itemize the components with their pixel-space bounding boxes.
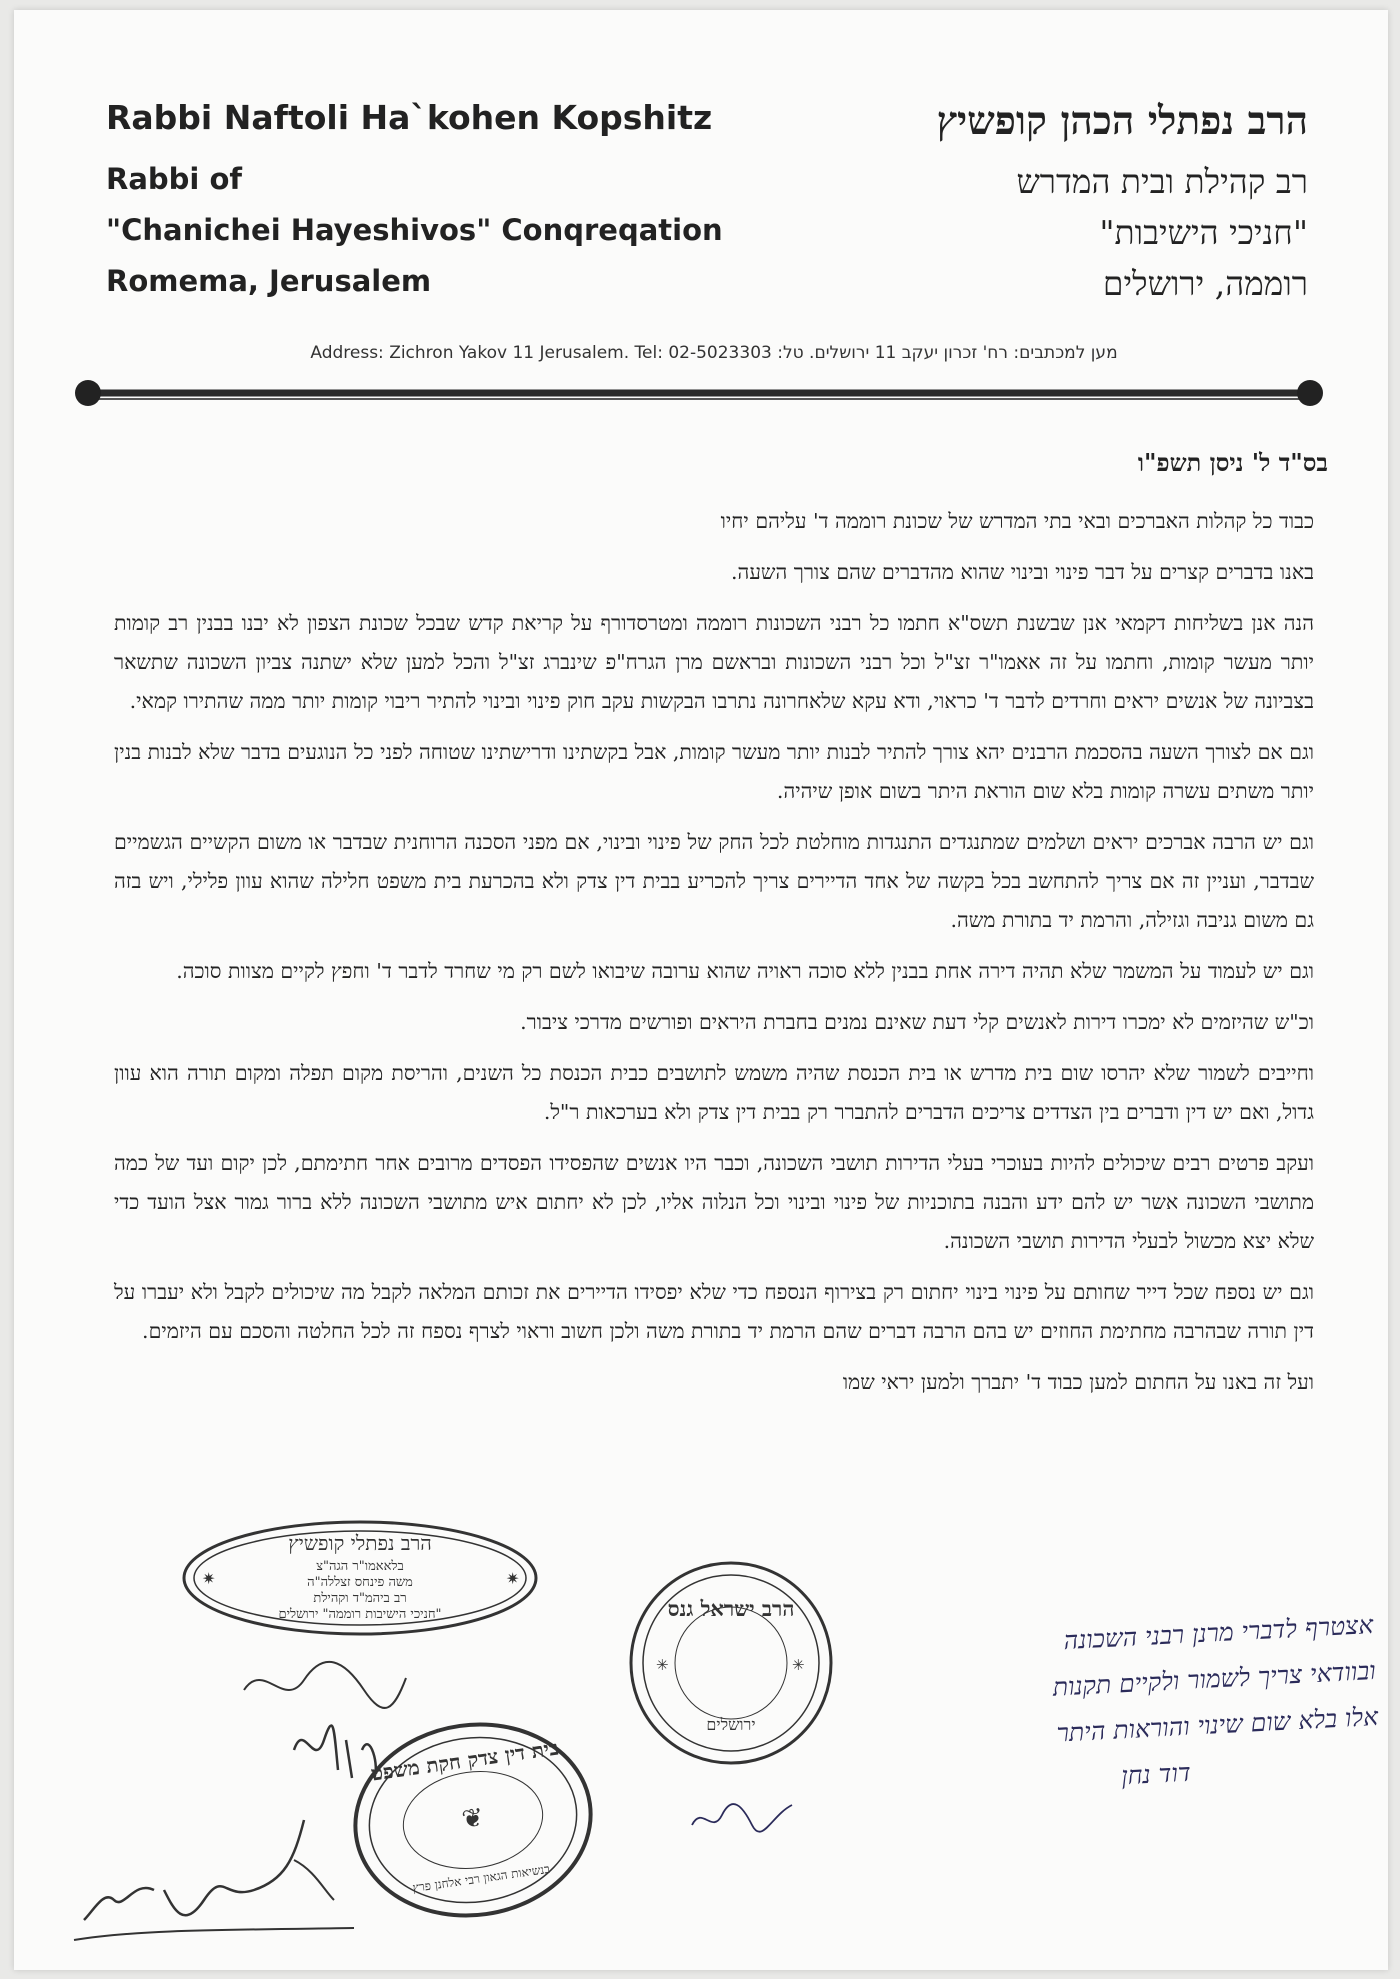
paragraph: וחייבים לשמור שלא יהרסו שום בית מדרש או בית הכנסת שהיה משמש לתושבים כבית הכנסת כל השנים, והריסת מקום תפלה ומקום תורה הוא עוון גדול, ואם יש דין ודברים בין הצדדים צריכים הדברים להתברר רק בבית דין צדק ולא בערכאות ר"ל.	[114, 1061, 1314, 1124]
handwritten-line: אצטרף לדברי מרנן רבני השכונה	[1062, 1609, 1374, 1656]
letterhead-english-title: Rabbi of	[106, 162, 242, 196]
stamp-rabbi-line4: רב ביהמ"ד וקהילת	[313, 1591, 407, 1606]
handwritten-signature: דוד נחן	[1120, 1757, 1192, 1791]
paragraph: וגם יש הרבה אברכים יראים ושלמים שמתנגדים התנגדות מוחלטת לכל החק של פינוי ובינוי, אם מפני הסכנה הרוחנית שבדבר או משום הקשיים הגשמיים שבדבר, ועניין זה אם צריך להתחשב בכל בקשה של אחד הדיירים צריך להכריע בבית דין צדק ולא בהכרעת בית משפט חלילה שהוא עוון פלילי, ויש בזה גם משום גניבה וגזילה, והרמת יד בתורת משה.	[114, 830, 1314, 932]
handwritten-endorsement	[853, 1602, 1382, 1813]
stamp-beit-din-title: בית דין צדק חקת משפט	[369, 1735, 561, 1786]
stamp-star-icon: ✳	[656, 1658, 669, 1674]
letterhead-address: Address: Zichron Yakov 11 Jerusalem. Tel: 02-5023303 :מען למכתבים: רח' זכרון יעקב 11 ירושלים. טל	[310, 343, 1118, 363]
rabbi-oval-stamp	[180, 1518, 540, 1638]
stamp-star-icon: ✳	[792, 1658, 805, 1674]
letterhead-divider	[74, 378, 1324, 408]
paragraph: ועקב פרטים רבים שיכולים להיות בעוכרי בעלי הדירות תושבי השכונה, וכבר היו אנשים שהפסידו הפסדים מרובים אחר חתימתם, לכן יקום ועד של כמה מתושבי השכונה אשר יש להם ידע והבנה בתוכניות של פינוי ובינוי וכל הנלוה אליו, לכן לא יחתום איש מתושבי השכונה ללא ברור גמור אצל הועד כדי שלא יצא מכשול לבעלי הדירות תושבי השכונה.	[114, 1151, 1314, 1253]
stamp-star-icon: ✷	[506, 1571, 520, 1588]
stamp-beit-din-bottom: בנשיאות הגאון רבי אלחנן פרץ	[411, 1861, 551, 1895]
letter-body	[114, 502, 1314, 1414]
letterhead-english-city: Romema, Jerusalem	[106, 264, 432, 298]
stamp-rabbi-line2: בלאאמו"ר הגה"צ	[316, 1559, 404, 1574]
rabbi-signature	[234, 1650, 414, 1800]
date-line: בס"ד ל' ניסן תשפ"ו	[1137, 448, 1328, 477]
letterhead-hebrew-title: רב קהילת ובית המדרש	[1016, 162, 1308, 201]
stamp-rabbi-line3: משה פינחס זצללה"ה	[307, 1575, 413, 1590]
paragraph: וגם יש לעמוד על המשמר שלא תהיה דירה אחת בבנין ללא סוכה ראויה שהוא ערובה שיבואו לשם רק מי שחרד לדבר ד' וחפץ לקיים מצוות סוכה.	[176, 959, 1314, 983]
paragraph-intro: באנו בדברים קצרים על דבר פינוי ובינוי שהוא מהדברים שהם צורך השעה.	[731, 560, 1314, 584]
stamp-yisrael-city: ירושלים	[706, 1715, 756, 1734]
greeting: כבוד כל קהלות האברכים ובאי בתי המדרש של שכונת רוממה ד' עליהם יחיו	[720, 509, 1314, 533]
handwritten-line: ובוודאי צריך לשמור ולקיים תקנות	[1052, 1655, 1377, 1702]
letterhead-english-congregation: "Chanichei Hayeshivos" Conqreqation	[106, 213, 723, 247]
yisrael-round-stamp	[626, 1558, 836, 1768]
letterhead-hebrew-name: הרב נפתלי הכהן קופשיץ	[936, 98, 1308, 144]
paragraph: וכ"ש שהיזמים לא ימכרו דירות לאנשים קלי דעת שאינם נמנים בחברת היראים ופורשים מדרכי ציבור.	[520, 1010, 1314, 1034]
stamp-rabbi-line5: "חניכי הישיבות רוממה" ירושלים	[278, 1607, 442, 1622]
letterhead-hebrew-city: רוממה, ירושלים	[1102, 264, 1308, 303]
paragraph: וגם יש נספח שכל דייר שחותם על פינוי בינוי יחתום רק בצירוף הנספח כדי שלא יפסידו הדיירים את זכותם המלאה לקבל מה שיכולים לקבל ולא יעברו על דין תורה שבהרבה מחתימת החוזים יש בהם הרבה דברים שהם הרמת יד בתורת משה ולכן חשוב וראוי לצרף נספח זה לכל החלטה והסכם עם היזמים.	[114, 1280, 1314, 1343]
small-signature	[682, 1785, 802, 1845]
ornament-icon: ❦	[459, 1802, 486, 1835]
stamp-yisrael-name: הרב ישראל גנס	[667, 1596, 795, 1621]
letterhead-hebrew-congregation: "חניכי הישיבות"	[1099, 213, 1308, 252]
letterhead-english-name: Rabbi Naftoli Ha`kohen Kopshitz	[106, 98, 713, 137]
closing-line: ועל זה באנו על החתום למען כבוד ד' יתברך ולמען יראי שמו	[842, 1370, 1314, 1394]
letter-page	[14, 10, 1388, 1970]
paragraph: הנה אנן בשליחות דקמאי אנן שבשנת תשס"א חתמו כל רבני השכונות רוממה ומטרסדורף על קריאת קדש שבכל שכונת הצפון לא יבנו בבנין רב קומות יותר מעשר קומות, וחתמו על זה אאמו"ר זצ"ל וכל רבני השכונות ובראשם מרן הגרח"פ שינברג זצ"ל והכל למען שלא ישתנה צביון השכונה שתשאר בצביונה של אנשים יראים וחרדים לדבר ד' כראוי, ודא עקא שלאחרונה נתרבו הבקשות עקב חוק פינוי ובינוי להתיר ריבוי קומות יותר ממה שהתירו קמאי.	[114, 611, 1314, 713]
paragraph: וגם אם לצורך השעה בהסכמת הרבנים יהא צורך להתיר לבנות יותר מעשר קומות, אבל בקשתינו ודרישתינו שטוחה לפני כל הנוגעים בדבר שלא לבנות בנין יותר משתים עשרה קומות בלא שום הוראת היתר בשום אופן שיהיה.	[114, 740, 1314, 803]
bottom-signature	[54, 1800, 374, 1960]
handwritten-line: אלו בלא שום שינוי והוראות היתר	[1055, 1701, 1379, 1748]
stamp-rabbi-line1: הרב נפתלי קופשיץ	[288, 1531, 432, 1555]
stamp-star-icon: ✷	[202, 1571, 216, 1588]
